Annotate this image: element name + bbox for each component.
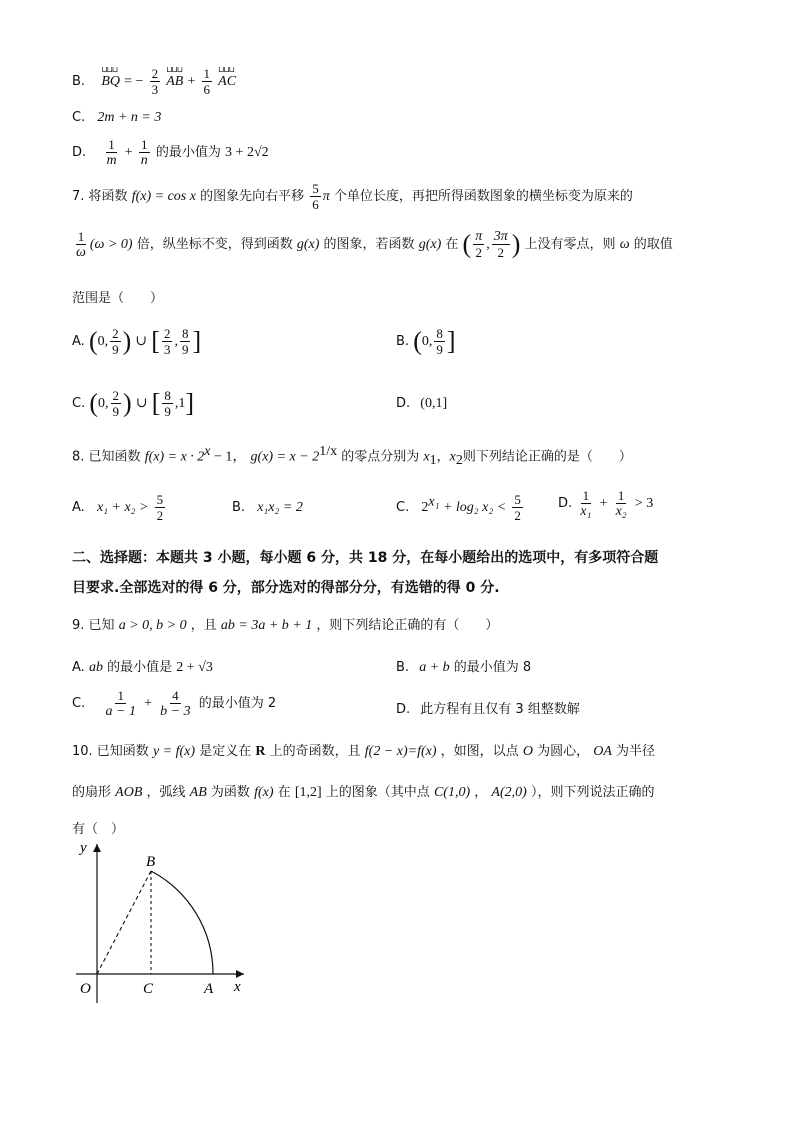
question-text: 的图象，若函数 — [323, 237, 415, 252]
option-value: 2 + √3 — [176, 660, 213, 675]
option-text: 的最小值为 8 — [453, 660, 532, 675]
q9-option-c — [72, 688, 276, 719]
option-label: D. — [396, 396, 411, 411]
numerator: 2 — [163, 326, 171, 341]
vector-label: BQ — [101, 74, 121, 89]
question-text: 10. 已知函数 — [72, 744, 149, 759]
condition: (ω > 0) — [89, 237, 133, 252]
q7-stem-line1 — [72, 181, 633, 212]
question-text: 为圆心， — [537, 744, 590, 759]
question-text: 的扇形 — [72, 785, 112, 800]
option-label: D. — [396, 702, 411, 717]
question-text: 在 — [277, 785, 291, 800]
question-text: 的零点分别为 — [341, 449, 420, 465]
denominator: ω — [76, 245, 86, 260]
variable: x — [423, 449, 430, 465]
numerator: π — [475, 229, 483, 244]
q7-option-c: C. (0, $\frac{2}{9}$ ) ∪ [ $\frac{8}{9}$ ,1] — [72, 388, 195, 419]
numerator: 5 — [156, 492, 164, 507]
subscript: 2 — [455, 452, 463, 468]
omega: ω — [619, 237, 630, 252]
point-b-label: B — [146, 854, 156, 870]
question-text: ，且 — [190, 618, 217, 633]
formula: f(x) — [254, 785, 274, 800]
formula: f(x) = cos x — [131, 189, 196, 204]
formula-end: − 1， — [210, 449, 247, 465]
denominator: 2 — [156, 508, 164, 523]
question-text: 8. 已知函数 — [72, 449, 141, 465]
fraction — [578, 488, 593, 519]
fraction — [111, 388, 122, 419]
option-text: 此方程有且仅有 3 组整数解 — [420, 702, 580, 717]
fraction — [492, 229, 510, 260]
point-o-label: O — [80, 981, 91, 997]
fraction — [74, 229, 88, 260]
numerator: 8 — [164, 388, 171, 403]
q8-option-a — [72, 492, 167, 523]
numerator: 1 — [77, 229, 85, 244]
numerator: 5 — [514, 492, 521, 507]
question-text: ），则下列说法正确的 — [530, 785, 655, 800]
numerator: 1 — [141, 137, 148, 152]
q7-stem-line2: $\frac{1}{\omega}$ (ω > 0) 倍，纵坐标不变，得到函数 g(x) 的图象，若函数 g(x) 在 ( $\frac{\pi}{2}$ , $\frac{3\pi}{2}$ ) 上没有零点，则 ω 的取值 — [76, 229, 673, 260]
open-paren: ( — [462, 229, 472, 259]
plus-sign: + — [144, 696, 152, 711]
union-symbol: ∪ — [135, 396, 148, 411]
inequality: x₁ + x₂ > — [96, 500, 149, 515]
question-text: 则下列结论正确的是（ ） — [462, 449, 632, 465]
question-text: ，弧线 — [146, 785, 186, 800]
fraction — [180, 326, 191, 357]
numerator: 3π — [493, 229, 508, 244]
numerator: 1 — [582, 488, 590, 503]
option-label: C. — [72, 696, 86, 711]
option-label: B. — [396, 660, 410, 675]
vector-label: AB — [166, 74, 184, 89]
vector-arrow: ⊔⊔⊔ — [166, 65, 182, 74]
option-label: D. — [72, 145, 87, 160]
denominator: 3 — [151, 82, 159, 97]
question-text: 7. 将函数 — [72, 189, 128, 204]
numerator: 2 — [151, 66, 159, 81]
point: C(1,0) — [433, 785, 471, 800]
denominator: 2 — [475, 245, 482, 260]
q9-option-b — [396, 656, 531, 676]
expression: ab — [88, 660, 103, 675]
vector-bq — [101, 65, 121, 90]
numerator: 5 — [312, 181, 319, 196]
q10-stem-line3 — [72, 818, 124, 837]
numerator: 1 — [117, 688, 124, 703]
inequality: > 3 — [634, 496, 654, 511]
question-text: 上的图象（其中点 — [325, 785, 430, 800]
question-text: ， — [474, 785, 488, 800]
numerator: 1 — [617, 488, 625, 503]
option-label: A. — [72, 500, 85, 515]
question-text: ，则下列结论正确的有（ ） — [316, 618, 499, 633]
option-label: A. — [72, 660, 85, 675]
point-label: O — [522, 744, 533, 759]
denominator: 2 — [497, 245, 504, 260]
q7-option-b: B. (0, $\frac{8}{9}$ ] — [396, 326, 456, 357]
close-paren: ) — [511, 229, 521, 259]
q9-option-a — [72, 656, 213, 676]
denominator: x₁ — [580, 504, 592, 519]
equals-minus: = − — [124, 74, 144, 89]
y-axis-label: y — [80, 840, 87, 856]
denominator: 9 — [164, 404, 171, 419]
x-axis-arrow — [236, 970, 244, 978]
denominator: 6 — [312, 197, 319, 212]
numerator: 8 — [436, 326, 443, 341]
section-heading-line1: 二、选择题：本题共 3 小题，每小题 6 分，共 18 分，在每小题给出的选项中，有多项符合题 — [72, 550, 659, 566]
question-text: 范围是（ ） — [72, 291, 164, 306]
option-text: 的最小值为 — [155, 145, 221, 160]
option-label: D. — [558, 496, 573, 511]
q9-option-d — [396, 698, 580, 717]
plus-sign: + — [124, 145, 133, 160]
q6-option-b — [72, 66, 236, 97]
fraction — [512, 492, 523, 523]
q6-option-d — [72, 137, 269, 168]
option-label: C. — [72, 110, 86, 125]
q7-stem-line3 — [72, 287, 163, 306]
union-symbol: ∪ — [135, 334, 148, 349]
denominator: x₂ — [615, 504, 627, 519]
number: 1 — [178, 396, 186, 411]
fraction — [104, 688, 138, 719]
question-text: 的取值 — [633, 237, 673, 252]
q9-stem — [72, 614, 498, 634]
question-text: 为半径 — [616, 744, 656, 759]
vector-ab — [166, 65, 184, 90]
question-text: 上的奇函数，且 — [269, 744, 361, 759]
denominator: 6 — [203, 82, 211, 97]
question-text: ， — [436, 449, 450, 465]
fraction — [162, 326, 173, 357]
q10-stem-line1 — [72, 740, 655, 760]
numerator: 2 — [112, 326, 119, 341]
denominator: 9 — [436, 342, 443, 357]
option-label: B. — [396, 334, 410, 349]
formula: g(x) — [296, 237, 320, 252]
condition: a > 0, b > 0 — [118, 618, 187, 633]
base: 2 — [421, 500, 429, 515]
fraction — [155, 492, 166, 523]
question-text: 在 — [445, 237, 459, 252]
numerator: 4 — [172, 688, 179, 703]
inequality: + log₂ x₂ < — [439, 500, 507, 515]
x-axis-label: x — [234, 979, 241, 995]
arc-label: AB — [189, 785, 207, 800]
arc-ab — [151, 871, 213, 974]
option-text: (0,1] — [420, 396, 448, 411]
option-label: B. — [232, 500, 246, 515]
plus-sign: + — [187, 74, 196, 89]
question-text: 个单位长度，再把所得函数图象的横坐标变为原来的 — [333, 189, 633, 204]
denominator: b − 3 — [160, 704, 191, 719]
question-text: 为函数 — [210, 785, 250, 800]
section-heading-line2: 目要求.全部选对的得 6 分，部分选对的得部分分，有选错的得 0 分. — [72, 580, 500, 596]
option-label: C. — [396, 500, 410, 515]
option-text: 2m + n = 3 — [97, 110, 162, 125]
variable: x — [449, 449, 456, 465]
denominator: n — [140, 153, 148, 168]
fraction — [310, 181, 321, 212]
question-text: ，如图，以点 — [440, 744, 519, 759]
formula: g(x) — [418, 237, 442, 252]
exponent: 1/x — [319, 444, 338, 459]
fraction — [110, 326, 121, 357]
exponent: x — [204, 444, 211, 459]
option-label: A. — [72, 334, 85, 349]
sector-label: AOB — [115, 785, 143, 800]
subscript: 1 — [429, 452, 437, 468]
q7-option-d — [396, 396, 447, 412]
sector-figure — [66, 838, 256, 1008]
q8-option-c — [396, 492, 525, 523]
pi-symbol: π — [322, 189, 330, 204]
fraction — [150, 66, 161, 97]
fraction — [202, 66, 213, 97]
formula: y = f(x) — [152, 744, 196, 759]
q6-option-c — [72, 110, 161, 126]
q10-stem-line2 — [72, 781, 654, 801]
option-text: x₁x₂ = 2 — [257, 500, 303, 515]
point-c-label: C — [143, 981, 154, 997]
numerator: 1 — [203, 66, 211, 81]
fraction — [434, 326, 445, 357]
point-a-label: A — [204, 981, 214, 997]
denominator: 3 — [163, 342, 171, 357]
vector-label: AC — [218, 74, 237, 89]
fraction — [104, 137, 118, 168]
y-axis-arrow — [93, 844, 101, 852]
question-text: 上没有零点，则 — [524, 237, 616, 252]
denominator: m — [106, 153, 117, 168]
option-value: 3 + 2√2 — [225, 145, 269, 160]
question-text: 是定义在 — [199, 744, 252, 759]
option-label: C. — [72, 396, 86, 411]
q8-option-b — [232, 500, 303, 516]
interval: [1,2] — [294, 785, 322, 800]
vector-ac — [218, 65, 237, 90]
fraction — [162, 388, 173, 419]
set-symbol: R — [255, 744, 266, 759]
option-text: 的最小值为 2 — [198, 696, 277, 711]
numerator: 8 — [181, 326, 189, 341]
numerator: 1 — [108, 137, 115, 152]
denominator: 9 — [181, 342, 189, 357]
q7-option-a: A. (0, $\frac{2}{9}$ ) ∪ [ $\frac{2}{3}$ , $\frac{8}{9}$ ] — [72, 326, 202, 357]
option-text: 的最小值是 — [107, 660, 173, 675]
denominator: a − 1 — [105, 704, 136, 719]
q8-stem — [72, 444, 632, 469]
question-text: 9. 已知 — [72, 618, 115, 633]
fraction — [473, 229, 484, 260]
formula: g(x) = x − 2 — [250, 449, 320, 465]
denominator: 2 — [514, 508, 521, 523]
question-text: 有（ ） — [72, 822, 125, 837]
fraction — [139, 137, 150, 168]
segment-ob — [97, 871, 151, 974]
point: A(2,0) — [491, 785, 527, 800]
segment-label: OA — [593, 744, 612, 759]
plus-sign: + — [599, 496, 608, 511]
q8-option-d — [558, 488, 653, 519]
option-label: B. — [72, 74, 86, 89]
formula: f(x) = x · 2 — [144, 449, 205, 465]
question-text: 的图象先向右平移 — [200, 189, 305, 204]
expression: a + b — [419, 660, 450, 675]
denominator: 9 — [112, 342, 119, 357]
fraction — [614, 488, 629, 519]
vector-arrow: ⊔⊔⊔ — [101, 65, 118, 74]
numerator: 2 — [112, 388, 120, 403]
fraction — [158, 688, 192, 719]
equation: ab = 3a + b + 1 — [220, 618, 313, 633]
question-text: 倍，纵坐标不变，得到函数 — [136, 237, 293, 252]
vector-arrow: ⊔⊔⊔ — [218, 65, 234, 74]
denominator: 9 — [112, 404, 120, 419]
exponent: x₁ — [428, 494, 440, 510]
equation: f(2 − x)=f(x) — [364, 744, 437, 759]
